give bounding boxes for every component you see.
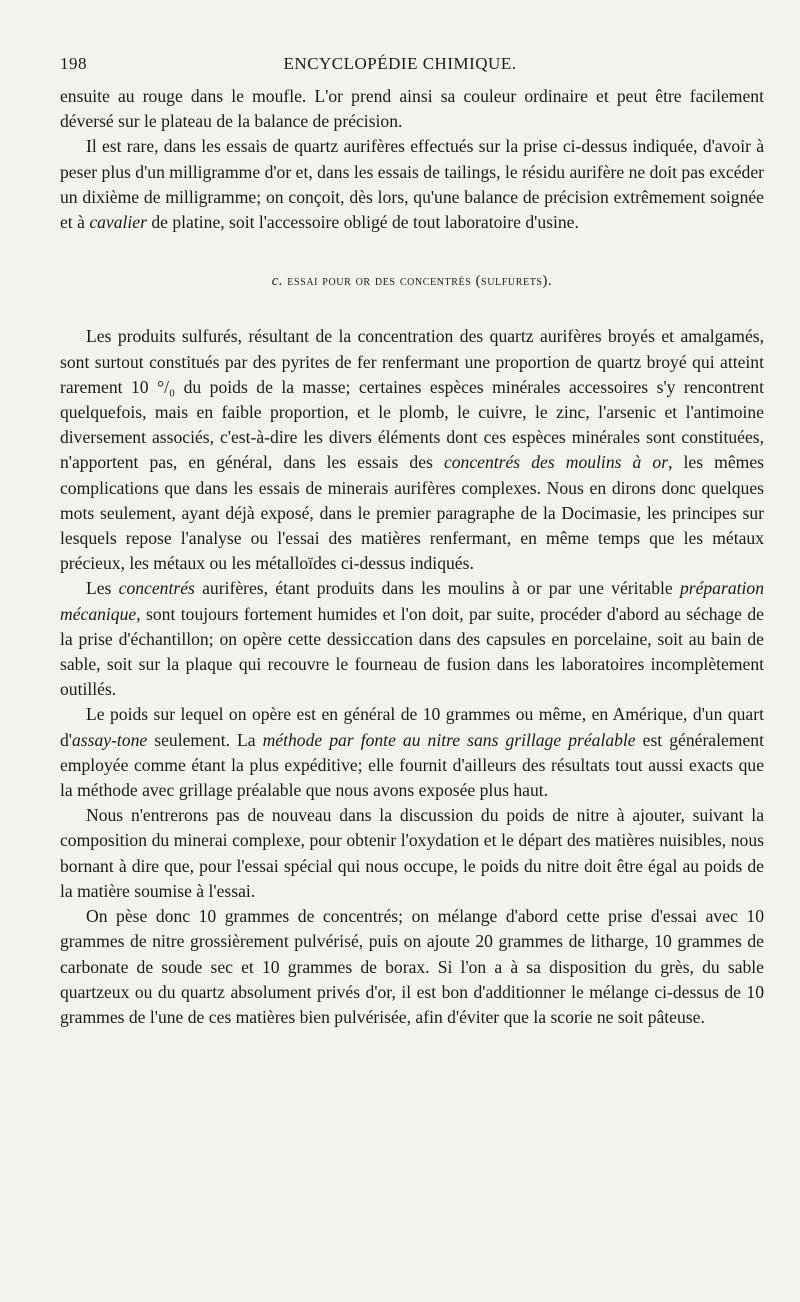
italic-term: méthode par fonte au nitre sans grillage préalable [262,729,636,750]
body-text [60,84,764,1030]
paragraph-4: Les concentrés aurifères, étant produits dans les moulins à or par une véritable préparation mécanique, sont toujours fortement humides et l'on doit, par suite, procéder d'abord au séchage de la prise d'échantillon; on opère cette dessiccation dans des capsules en porcelaine, soit au bain de sable, soit sur la plaque qui recouvre le fourneau de fusion dans les laboratoires incomplètement outillés. [60,578,764,700]
italic-term: cavalier [89,212,147,233]
paragraph-1: ensuite au rouge dans le moufle. L'or prend ainsi sa couleur ordinaire et peut être facilement déversé sur le plateau de la balance de précision. [60,86,764,132]
italic-term: concentrés [118,578,195,599]
paragraph-2: Il est rare, dans les essais de quartz aurifères effectués sur la prise ci-dessus indiquée, d'avoir à peser plus d'un milligramme d'or et, dans les essais de tailings, le résidu aurifère ne doit pas excéder un dixième de milligramme; on conçoit, dès lors, qu'une balance de précision extrêmement soignée et à cavalier de platine, soit l'accessoire obligé de tout laboratoire d'usine. [60,136,764,233]
paragraph-7: On pèse donc 10 grammes de concentrés; on mélange d'abord cette prise d'essai avec 10 grammes de nitre grossièrement pulvérisé, puis on ajoute 20 grammes de litharge, 10 grammes de carbonate de soude sec et 10 grammes de borax. Si l'on a à sa disposition du grès, du sable quartzeux ou du quartz absolument privés d'or, il est bon d'additionner le mélange ci-dessus de 10 grammes de l'une de ces matières bien pulvérisée, afin d'éviter que la scorie ne soit pâteuse. [60,906,764,1027]
section-title: essai pour or des concentrés (sulfurets). [287,273,553,290]
running-title: ENCYCLOPÉDIE CHIMIQUE. [283,54,517,73]
page-number: 198 [60,54,87,73]
paragraph-5: Le poids sur lequel on opère est en général de 10 grammes ou même, en Amérique, d'un quart d'assay-tone seulement. La méthode par fonte au nitre sans grillage préalable est généralement employée comme étant la plus expéditive; elle fournit d'ailleurs des résultats tout aussi exacts que la méthode avec grillage préalable que nous avons exposée plus haut. [60,704,764,801]
italic-term: préparation mécanique [60,578,764,624]
paragraph-6: Nous n'entrerons pas de nouveau dans la discussion du poids de nitre à ajouter, suivant la composition du minerai complexe, pour obtenir l'oxydation et le départ des matières nuisibles, nous bornant à dire que, pour l'essai spécial qui nous occupe, le poids du nitre doit être égal au poids de la matière soumise à l'essai. [60,805,764,901]
running-head [60,54,740,78]
italic-term: concentrés des moulins à or [443,452,669,473]
section-letter: c. [271,273,284,290]
section-heading [60,269,764,294]
paragraph-3: Les produits sulfurés, résultant de la concentration des quartz aurifères broyés et amalgamés, sont surtout constitués par des pyrites de fer renfermant une proportion de quartz broyé qui atteint rarement 10 °/₀ du poids de la masse; certaines espèces minérales accessoires s'y rencontrent quelquefois, mais en faible proportion, et le plomb, le cuivre, le zinc, l'arsenic et l'antimoine diversement associés, c'est-à-dire les divers éléments dont ces espèces minérales sont constituées, n'apportent pas, en général, dans les essais des concentrés des moulins à or, les mêmes complications que dans les essais de minerais aurifères complexes. Nous en dirons donc quelques mots seulement, ayant déjà exposé, dans le premier paragraphe de la Docimasie, les principes sur lesquels repose l'analyse ou l'essai des matières renfermant, en même temps que les métaux précieux, les métaux ou les métalloïdes ci-dessus indiqués. [60,326,764,574]
italic-term: assay-tone [71,729,148,750]
